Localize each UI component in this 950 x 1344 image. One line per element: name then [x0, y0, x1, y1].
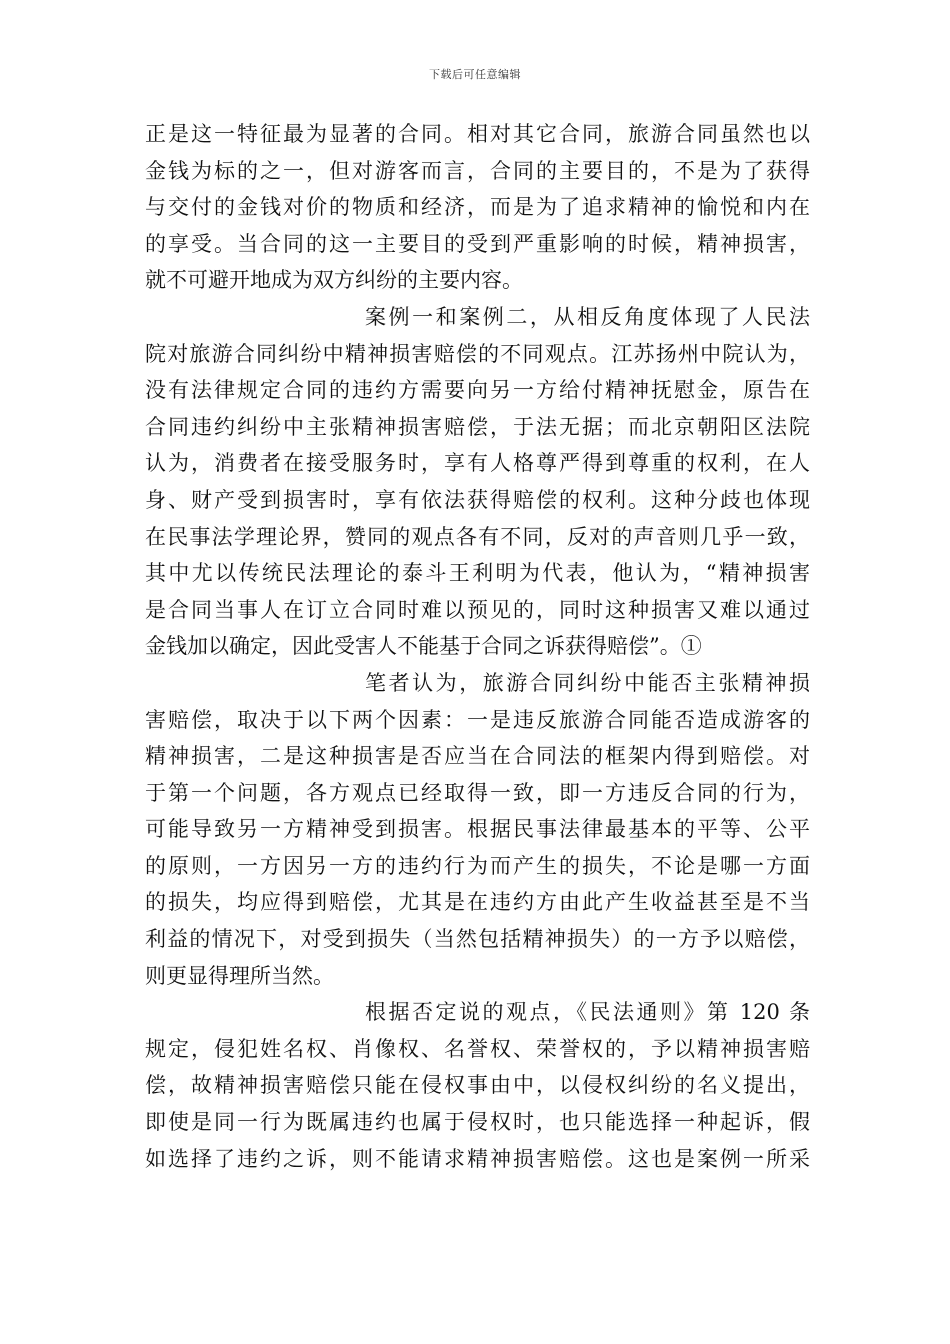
- text-line: 于第一个问题，各方观点已经取得一致，即一方违反合同的行为，: [145, 780, 810, 805]
- text-line: 与交付的金钱对价的物质和经济，而是为了追求精神的愉悦和内在: [145, 195, 810, 220]
- text-line: 如选择了违约之诉，则不能请求精神损害赔偿。这也是案例一所采: [145, 1146, 810, 1171]
- text-line: 可能导致另一方精神受到损害。根据民事法律最基本的平等、公平: [145, 817, 810, 842]
- text-line: 利益的情况下，对受到损失（当然包括精神损失）的一方予以赔偿，: [145, 927, 810, 952]
- page-header: 下载后可任意编辑: [429, 68, 521, 81]
- text-line: 笔者认为，旅游合同纠纷中能否主张精神损: [365, 670, 810, 695]
- text-line: 金钱加以确定，因此受害人不能基于合同之诉获得赔偿”。①: [145, 634, 702, 659]
- text-line: 是合同当事人在订立合同时难以预见的，同时这种损害又难以通过: [145, 597, 810, 622]
- body-text: [145, 116, 810, 1177]
- text-line: 在民事法学理论界，赞同的观点各有不同，反对的声音则几乎一致，: [145, 524, 810, 549]
- text-line: 金钱为标的之一，但对游客而言，合同的主要目的，不是为了获得: [145, 158, 810, 183]
- text-line: 根据否定说的观点，《民法通则》第 120 条: [365, 1000, 810, 1025]
- text-line: 即使是同一行为既属违约也属于侵权时，也只能选择一种起诉，假: [145, 1110, 810, 1135]
- text-line: 院对旅游合同纠纷中精神损害赔偿的不同观点。江苏扬州中院认为，: [145, 341, 810, 366]
- text-line: 精神损害，二是这种损害是否应当在合同法的框架内得到赔偿。对: [145, 744, 810, 769]
- text-line: 合同违约纠纷中主张精神损害赔偿，于法无据；而北京朝阳区法院: [145, 414, 810, 439]
- text-line: 的原则，一方因另一方的违约行为而产生的损失，不论是哪一方面: [145, 853, 810, 878]
- text-line: 其中尤以传统民法理论的泰斗王利明为代表，他认为，“精神损害: [145, 561, 810, 586]
- text-line: 没有法律规定合同的违约方需要向另一方给付精神抚慰金，原告在: [145, 378, 810, 403]
- text-line: 案例一和案例二，从相反角度体现了人民法: [365, 304, 810, 329]
- text-line: 认为，消费者在接受服务时，享有人格尊严得到尊重的权利，在人: [145, 451, 810, 476]
- text-line: 则更显得理所当然。: [145, 963, 334, 988]
- text-line: 就不可避开地成为双方纠纷的主要内容。: [145, 268, 523, 293]
- text-line: 偿，故精神损害赔偿只能在侵权事由中，以侵权纠纷的名义提出，: [145, 1073, 810, 1098]
- text-line: 的损失，均应得到赔偿，尤其是在违约方由此产生收益甚至是不当: [145, 890, 810, 915]
- text-line: 规定，侵犯姓名权、肖像权、名誉权、荣誉权的，予以精神损害赔: [145, 1036, 810, 1061]
- text-line: 的享受。当合同的这一主要目的受到严重影响的时候，精神损害，: [145, 231, 810, 256]
- text-line: 害赔偿，取决于以下两个因素：一是违反旅游合同能否造成游客的: [145, 707, 810, 732]
- text-line: 正是这一特征最为显著的合同。相对其它合同，旅游合同虽然也以: [145, 122, 810, 146]
- text-line: 身、财产受到损害时，享有依法获得赔偿的权利。这种分歧也体现: [145, 487, 810, 512]
